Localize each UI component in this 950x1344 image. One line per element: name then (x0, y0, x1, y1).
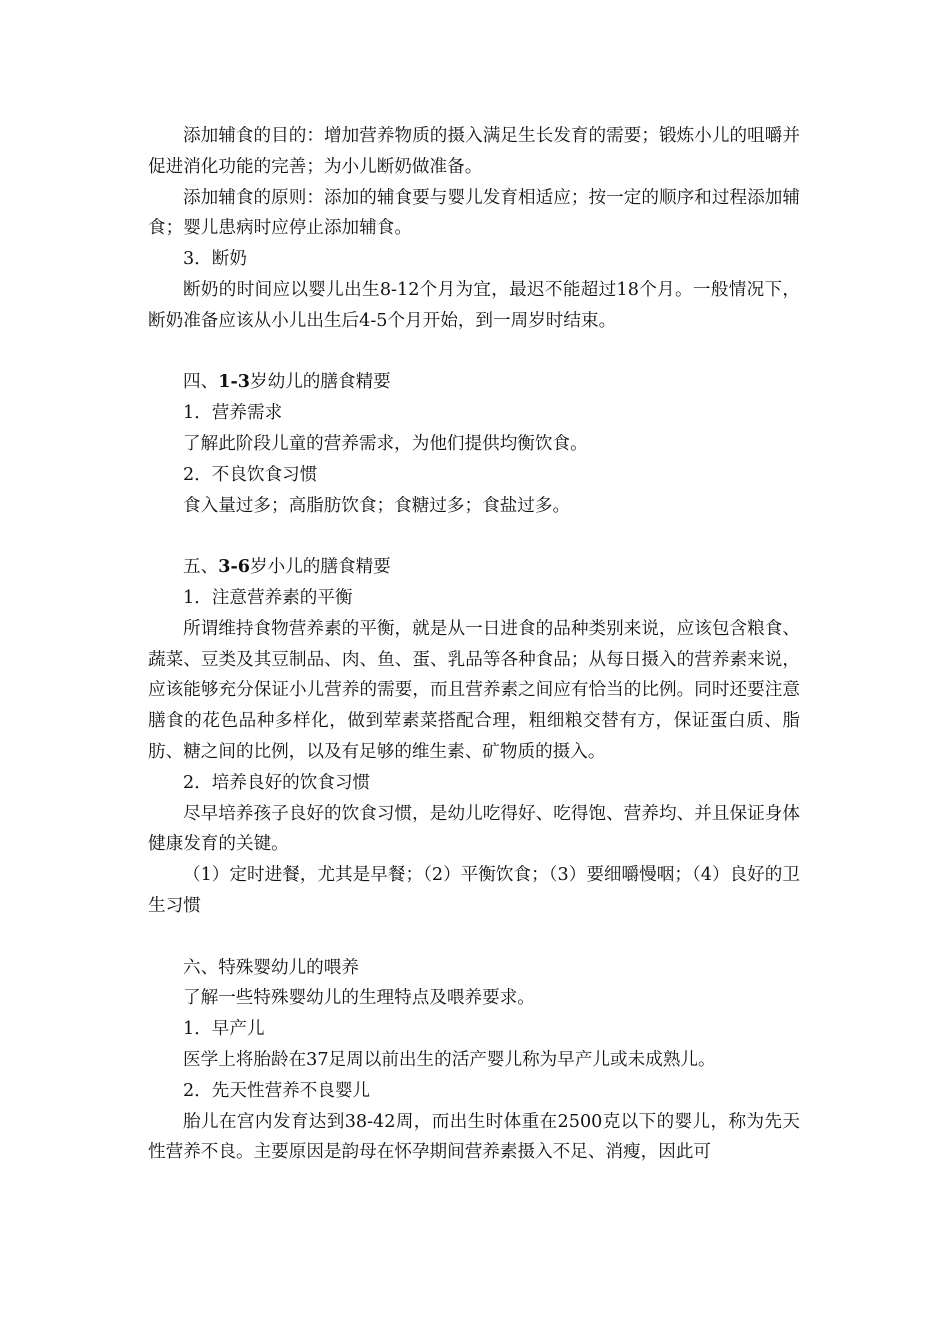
paragraph-bad-habits: 食入量过多；高脂肪饮食；食糖过多；食盐过多。 (183, 495, 571, 516)
blank-line (148, 337, 800, 368)
heading-bad-habits: 2．不良饮食习惯 (183, 464, 318, 485)
section-6-title: 六、特殊婴幼儿的喂养 (183, 957, 359, 978)
section-5-prefix: 五、 (183, 557, 219, 578)
heading-nutrient-balance: 1．注意营养素的平衡 (183, 587, 353, 608)
paragraph-special-intro: 了解一些特殊婴幼儿的生理特点及喂养要求。 (183, 988, 535, 1009)
paragraph-habit-list: （1）定时进餐，尤其是早餐；（2）平衡饮食；（3）要细嚼慢咽；（4）良好的卫生习惯 (148, 865, 800, 916)
heading-good-habits: 2．培养良好的饮食习惯 (183, 772, 371, 793)
section-5-title-rest: 岁小儿的膳食精要 (250, 557, 391, 578)
section-4-title (148, 367, 800, 398)
section-5-age: 3-6 (218, 556, 250, 578)
paragraph-congenital-malnutrition: 胎儿在宫内发育达到38-42周，而出生时体重在2500克以下的婴儿，称为先天性营养不良。主要原因是韵母在怀孕期间营养素摄入不足、消瘦，因此可 (148, 1111, 800, 1163)
section-4-title-rest: 岁幼儿的膳食精要 (250, 372, 391, 393)
paragraph-supplement-purpose: 添加辅食的目的：增加营养物质的摄入满足生长发育的需要；锻炼小儿的咀嚼并促进消化功能的完善；为小儿断奶做准备。 (148, 126, 800, 177)
paragraph-premature: 医学上将胎龄在37足周以前出生的活产婴儿称为早产儿或未成熟儿。 (183, 1049, 716, 1070)
heading-congenital-malnutrition: 2．先天性营养不良婴儿 (183, 1080, 371, 1101)
heading-premature: 1．早产儿 (183, 1019, 265, 1040)
blank-line (148, 521, 800, 552)
paragraph-weaning: 断奶的时间应以婴儿出生8-12个月为宜，最迟不能超过18个月。一般情况下，断奶准备应该从小儿出生后4-5个月开始，到一周岁时结束。 (148, 279, 800, 331)
section-4-age: 1-3 (218, 371, 250, 393)
document-page (148, 121, 800, 1168)
heading-weaning: 3．断奶 (183, 249, 247, 270)
paragraph-nutrition-needs: 了解此阶段儿童的营养需求，为他们提供均衡饮食。 (183, 433, 588, 454)
blank-line (148, 922, 800, 953)
paragraph-supplement-principle: 添加辅食的原则：添加的辅食要与婴儿发育相适应；按一定的顺序和过程添加辅食；婴儿患病时应停止添加辅食。 (148, 187, 800, 239)
paragraph-nutrient-balance: 所谓维持食物营养素的平衡，就是从一日进食的品种类别来说，应该包含粮食、蔬菜、豆类及其豆制品、肉、鱼、蛋、乳品等各种食品；从每日摄入的营养素来说，应该能够充分保证小儿营养的需要，而且营养素之间应有恰当的比例。同时还要注意膳食的花色品种多样化，做到荤素菜搭配合理，粗细粮交替有方，保证蛋白质、脂肪、糖之间的比例，以及有足够的维生素、矿物质的摄入。 (148, 618, 800, 762)
heading-nutrition-needs: 1．营养需求 (183, 403, 283, 424)
paragraph-good-habits: 尽早培养孩子良好的饮食习惯，是幼儿吃得好、吃得饱、营养均、并且保证身体健康发育的关键。 (148, 803, 800, 855)
section-4-prefix: 四、 (183, 372, 219, 393)
section-5-title (148, 552, 800, 583)
